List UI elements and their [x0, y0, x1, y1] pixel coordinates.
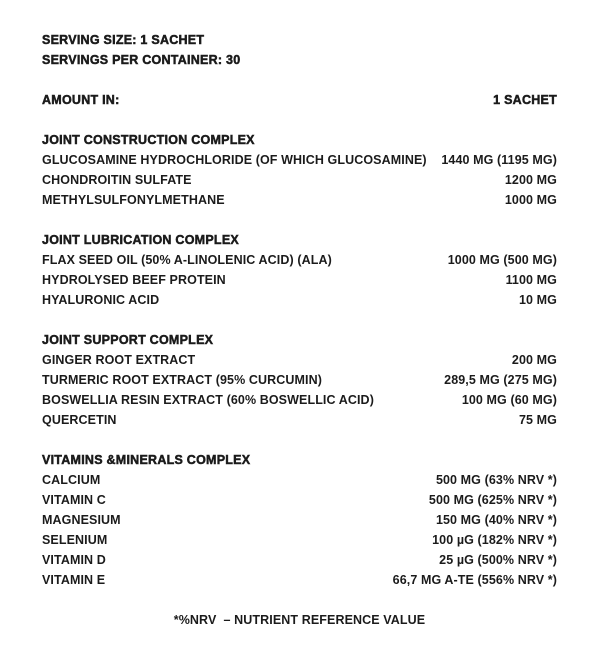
ingredient-amount: 500 MG (625% NRV *) [428, 493, 557, 507]
ingredient-name: MAGNESIUM [42, 513, 121, 527]
servings-per-container-line: SERVINGS PER CONTAINER: 30 [42, 53, 241, 67]
ingredient-row [42, 170, 557, 190]
ingredient-amount: 100 MG (60 MG) [461, 393, 557, 407]
section-title: JOINT SUPPORT COMPLEX [42, 333, 214, 347]
ingredient-name: QUERCETIN [42, 413, 117, 427]
ingredient-name: VITAMIN E [42, 573, 106, 587]
ingredient-row [42, 530, 557, 550]
ingredient-row [42, 290, 557, 310]
ingredient-row [42, 370, 557, 390]
ingredient-amount: 200 MG [511, 353, 557, 367]
ingredient-name: GINGER ROOT EXTRACT [42, 353, 196, 367]
ingredient-row [42, 350, 557, 370]
section-joint-support-complex [42, 330, 557, 430]
ingredient-name: CALCIUM [42, 473, 101, 487]
ingredient-name: HYDROLYSED BEEF PROTEIN [42, 273, 226, 287]
section-joint-construction-complex [42, 130, 557, 210]
serving-size-line: SERVING SIZE: 1 SACHET [42, 33, 205, 47]
amount-in-value: 1 SACHET [493, 93, 557, 107]
amount-in-row [42, 90, 557, 110]
ingredient-amount: 1000 MG [504, 193, 557, 207]
section-title: JOINT CONSTRUCTION COMPLEX [42, 133, 255, 147]
ingredient-amount: 100 µG (182% NRV *) [432, 533, 557, 547]
ingredient-amount: 10 MG [518, 293, 557, 307]
ingredient-amount: 1100 MG [505, 273, 557, 287]
ingredient-name: VITAMIN D [42, 553, 106, 567]
ingredient-row [42, 150, 557, 170]
ingredient-name: HYALURONIC ACID [42, 293, 160, 307]
ingredient-name: TURMERIC ROOT EXTRACT (95% CURCUMIN) [42, 373, 322, 387]
section-joint-lubrication-complex [42, 230, 557, 310]
ingredient-row [42, 190, 557, 210]
ingredient-row [42, 570, 557, 590]
ingredient-row [42, 250, 557, 270]
ingredient-row [42, 490, 557, 510]
ingredient-row [42, 390, 557, 410]
ingredient-amount: 75 MG [518, 413, 557, 427]
ingredient-row [42, 510, 557, 530]
ingredient-amount: 150 MG (40% NRV *) [435, 513, 557, 527]
section-title: VITAMINS &MINERALS COMPLEX [42, 453, 251, 467]
ingredient-name: VITAMIN C [42, 493, 106, 507]
ingredient-amount: 1000 MG (500 MG) [447, 253, 557, 267]
ingredient-name: FLAX SEED OIL (50% A-LINOLENIC ACID) (ALA) [42, 253, 332, 267]
ingredient-amount: 1200 MG [504, 173, 557, 187]
ingredient-name: CHONDROITIN SULFATE [42, 173, 192, 187]
ingredient-amount: 25 µG (500% NRV *) [439, 553, 557, 567]
ingredient-row [42, 550, 557, 570]
ingredient-row [42, 270, 557, 290]
section-title: JOINT LUBRICATION COMPLEX [42, 233, 239, 247]
nrv-footnote: *%NRV – NUTRIENT REFERENCE VALUE [173, 613, 426, 627]
ingredient-amount: 500 MG (63% NRV *) [435, 473, 557, 487]
section-vitamins-minerals-complex [42, 450, 557, 590]
ingredient-name: METHYLSULFONYLMETHANE [42, 193, 225, 207]
ingredient-row [42, 470, 557, 490]
ingredient-amount: 66,7 MG A-TE (556% NRV *) [392, 573, 557, 587]
amount-in-label: AMOUNT IN: [42, 93, 120, 107]
ingredient-name: SELENIUM [42, 533, 108, 547]
ingredient-amount: 1440 MG (1195 MG) [441, 153, 557, 167]
ingredient-name: BOSWELLIA RESIN EXTRACT (60% BOSWELLIC ACID) [42, 393, 374, 407]
ingredient-name: GLUCOSAMINE HYDROCHLORIDE (OF WHICH GLUCOSAMINE) [42, 153, 427, 167]
ingredient-amount: 289,5 MG (275 MG) [444, 373, 557, 387]
ingredient-row [42, 410, 557, 430]
